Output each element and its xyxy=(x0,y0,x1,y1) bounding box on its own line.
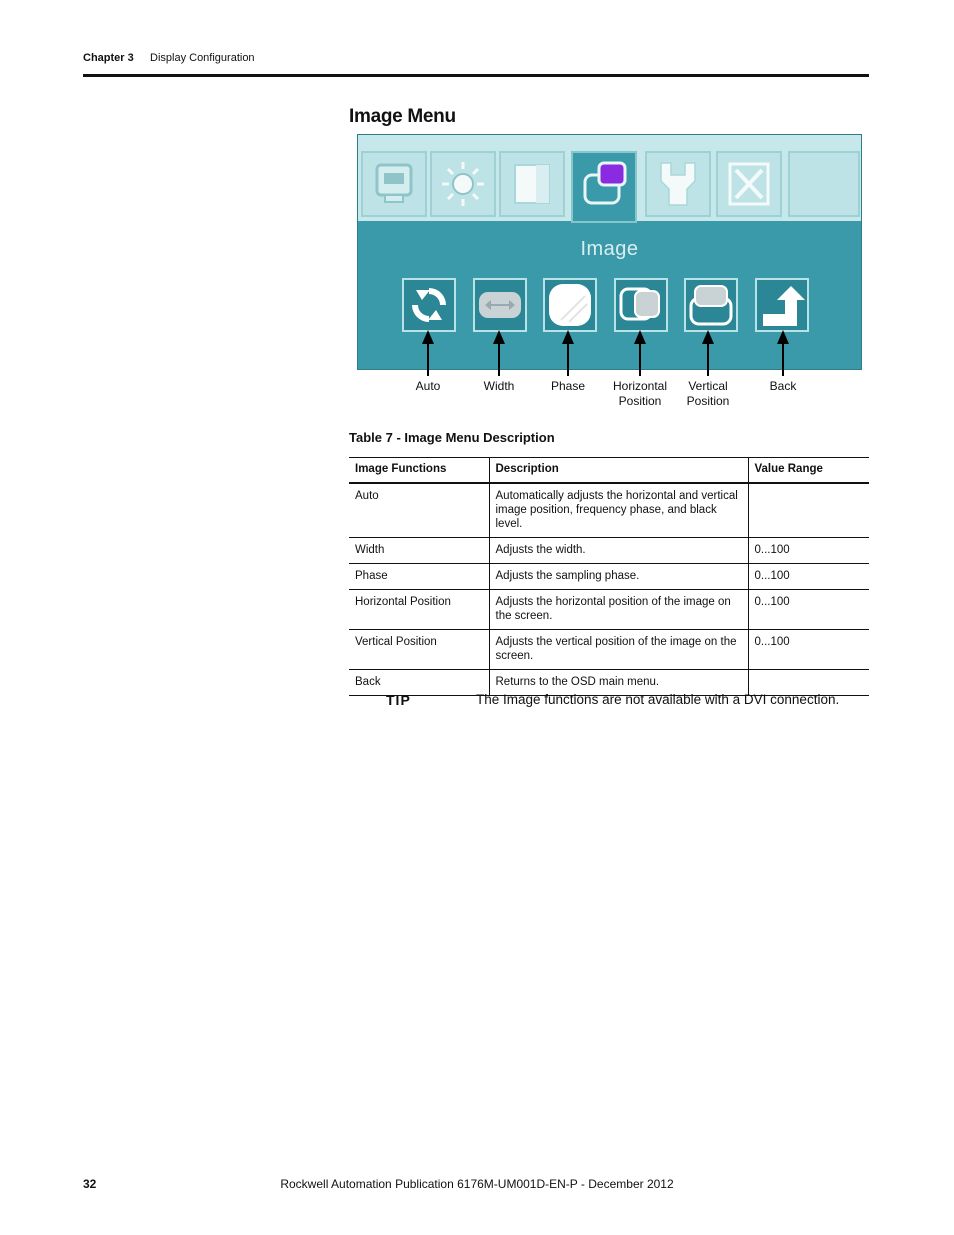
table-cell: Adjusts the horizontal position of the image on the screen. xyxy=(489,590,748,630)
publication-footer: Rockwell Automation Publication 6176M-UM001D-EN-P - December 2012 xyxy=(280,1177,674,1191)
table-row xyxy=(349,538,869,564)
back-arrow-icon xyxy=(759,282,805,328)
table-cell: Adjusts the vertical position of the image on the screen. xyxy=(489,630,748,670)
table-cell xyxy=(748,483,869,538)
tab-exit xyxy=(716,151,782,217)
table-cell: Automatically adjusts the horizontal and vertical image position, frequency phase, and black level. xyxy=(489,483,748,538)
vertical-position-icon xyxy=(688,282,734,328)
table-cell: Phase xyxy=(349,564,489,590)
section-title: Image Menu xyxy=(349,106,456,127)
figure-label-auto: Auto xyxy=(415,379,441,393)
table-header-row xyxy=(349,458,869,484)
table-cell: Horizontal Position xyxy=(349,590,489,630)
osd-horizontal-position-button xyxy=(614,278,668,332)
tab-monitor xyxy=(361,151,427,217)
callout-arrow-auto xyxy=(427,342,429,376)
table-cell: 0...100 xyxy=(748,590,869,630)
osd-auto-button xyxy=(402,278,456,332)
table-cell: 0...100 xyxy=(748,564,869,590)
table-cell: Adjusts the sampling phase. xyxy=(489,564,748,590)
running-header xyxy=(83,52,255,64)
table-cell: Returns to the OSD main menu. xyxy=(489,670,748,696)
table-cell: Vertical Position xyxy=(349,630,489,670)
tab-image-active xyxy=(571,151,637,223)
page-number: 32 xyxy=(83,1177,97,1191)
table-cell: Adjusts the width. xyxy=(489,538,748,564)
tab-tools xyxy=(645,151,711,217)
chapter-title: Display Configuration xyxy=(150,52,255,64)
callout-arrow-vertical-position xyxy=(707,342,709,376)
osd-phase-button xyxy=(543,278,597,332)
osd-width-button xyxy=(473,278,527,332)
tab-contrast xyxy=(499,151,565,217)
auto-refresh-icon xyxy=(406,282,452,328)
callout-arrow-back xyxy=(782,342,784,376)
horizontal-position-icon xyxy=(618,282,664,328)
table-cell: 0...100 xyxy=(748,630,869,670)
table-row xyxy=(349,630,869,670)
tip-text: The Image functions are not available with a DVI connection. xyxy=(476,692,840,707)
table-row xyxy=(349,564,869,590)
table-cell: 0...100 xyxy=(748,538,869,564)
tab-empty xyxy=(788,151,860,217)
width-arrows-icon xyxy=(477,282,523,328)
monitor-icon xyxy=(371,159,417,209)
osd-vertical-position-button xyxy=(684,278,738,332)
tab-brightness xyxy=(430,151,496,217)
header-rule xyxy=(83,74,869,77)
callout-arrow-width xyxy=(498,342,500,376)
osd-tab-bar xyxy=(358,135,861,221)
table-cell: Back xyxy=(349,670,489,696)
figure-label-horizontal-position: Horizontal Position xyxy=(612,379,668,408)
table-row xyxy=(349,483,869,538)
image-overlap-icon xyxy=(581,159,631,213)
callout-arrow-horizontal-position xyxy=(639,342,641,376)
image-menu-table xyxy=(349,457,869,696)
contrast-square-icon xyxy=(509,159,555,209)
osd-back-button xyxy=(755,278,809,332)
figure-label-vertical-position: Vertical Position xyxy=(686,379,730,408)
osd-screen-title: Image xyxy=(580,238,639,260)
figure-label-phase: Phase xyxy=(550,379,586,393)
chapter-number: Chapter 3 xyxy=(83,52,134,64)
callout-arrow-phase xyxy=(567,342,569,376)
table-cell: Width xyxy=(349,538,489,564)
column-header: Value Range xyxy=(748,458,869,484)
table-row xyxy=(349,590,869,630)
wrench-icon xyxy=(655,159,701,209)
figure-label-back: Back xyxy=(769,379,797,393)
close-x-icon xyxy=(726,159,772,209)
figure-label-width: Width xyxy=(483,379,515,393)
column-header: Description xyxy=(489,458,748,484)
phase-circle-icon xyxy=(547,282,593,328)
table-caption: Table 7 - Image Menu Description xyxy=(349,430,555,445)
brightness-sun-icon xyxy=(440,159,486,209)
column-header: Image Functions xyxy=(349,458,489,484)
table-cell: Auto xyxy=(349,483,489,538)
tip-label: TIP xyxy=(386,692,411,708)
